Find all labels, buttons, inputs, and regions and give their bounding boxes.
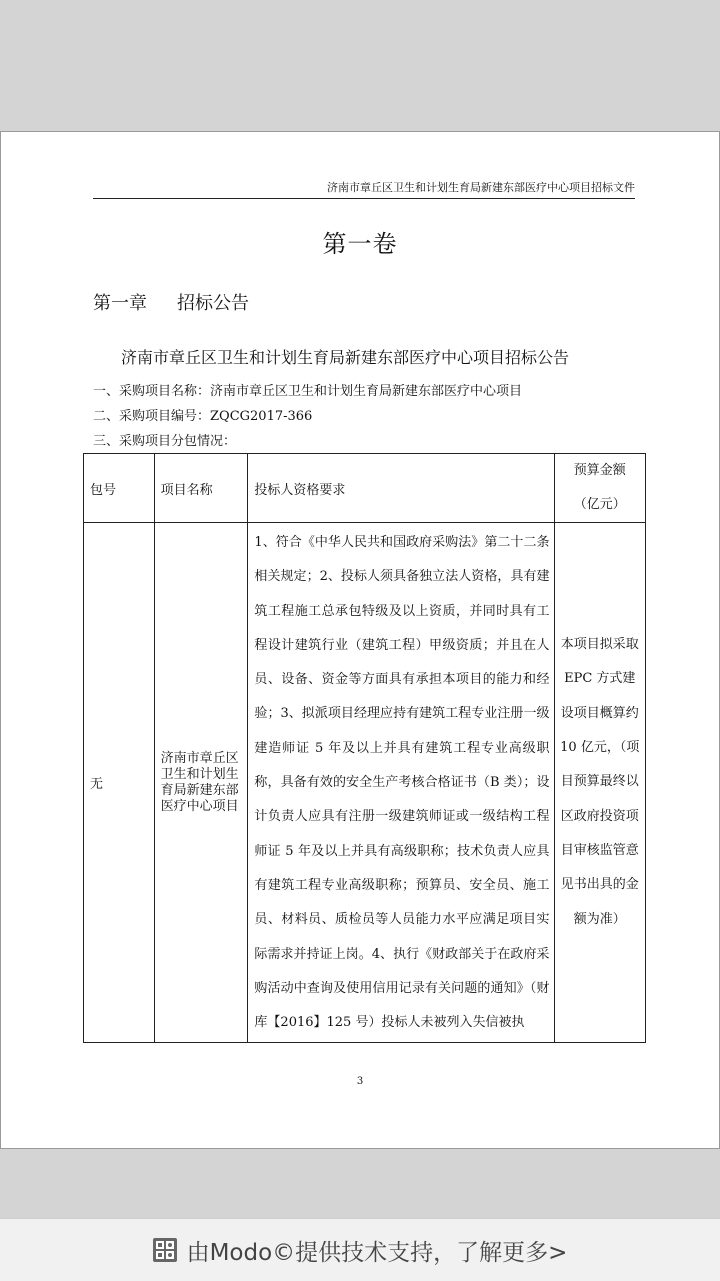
footer-text[interactable]: 由Modo©提供技术支持，了解更多> — [186, 1239, 568, 1266]
item-project-name: 一、采购项目名称：济南市章丘区卫生和计划生育局新建东部医疗中心项目 — [93, 384, 523, 399]
header-lot-no: 包号 — [84, 454, 155, 523]
table-header-row — [84, 454, 646, 523]
table-row — [84, 523, 646, 1043]
chapter-title — [93, 289, 249, 315]
footer-banner[interactable] — [0, 1218, 720, 1281]
header-budget-line2: （亿元） — [573, 497, 626, 512]
header-qualifications: 投标人资格要求 — [248, 454, 554, 523]
header-budget — [554, 454, 646, 523]
modo-logo-icon — [153, 1238, 177, 1262]
header-budget-line1: 预算金额 — [573, 463, 626, 478]
cell-lot-no: 无 — [84, 523, 155, 1043]
lots-table — [83, 453, 646, 1043]
cell-qualifications: 1、符合《中华人民共和国政府采购法》第二十二条相关规定；2、投标人须具备独立法人资格，具有建筑工程施工总承包特级及以上资质，并同时具有工程设计建筑行业（建筑工程）甲级资质；并且在人员、设备、资金等方面具有承担本项目的能力和经验；3、拟派项目经理应持有建筑工程专业注册一级建造师证 5 年及以上并具有建筑工程专业高级职称，具备有效的安全生产考核合格证书（B 类）；设计负责人应具有注册一级建筑师证或一级结构工程师证 5 年及以上并具有高级职称；技术负责人应具有建筑工程专业高级职称；预算员、安全员、施工员、材料员、质检员等人员能力水平应满足项目实际需求并持证上岗。4、执行《财政部关于在政府采购活动中查询及使用信用记录有关问题的通知》（财库【2016】125 号）投标人未被列入失信被执 — [248, 523, 554, 1043]
document-page — [0, 131, 720, 1149]
page-number: 3 — [356, 1076, 364, 1087]
item-project-code: 二、采购项目编号：ZQCG2017-366 — [93, 409, 313, 424]
cell-budget: 本项目拟采取 EPC 方式建设项目概算约 10 亿元，（项目预算最终以区政府投资项目审核监管意见书出具的金额为准） — [554, 523, 646, 1043]
header-project-name: 项目名称 — [154, 454, 248, 523]
notice-title: 济南市章丘区卫生和计划生育局新建东部医疗中心项目招标公告 — [121, 348, 570, 367]
chapter-name: 招标公告 — [177, 293, 249, 314]
cell-project-name: 济南市章丘区卫生和计划生育局新建东部医疗中心项目 — [154, 523, 248, 1043]
chapter-number: 第一章 — [93, 293, 147, 314]
volume-title: 第一卷 — [322, 230, 398, 258]
running-header: 济南市章丘区卫生和计划生育局新建东部医疗中心项目招标文件 — [93, 180, 635, 199]
item-lot-info: 三、采购项目分包情况： — [93, 434, 237, 449]
